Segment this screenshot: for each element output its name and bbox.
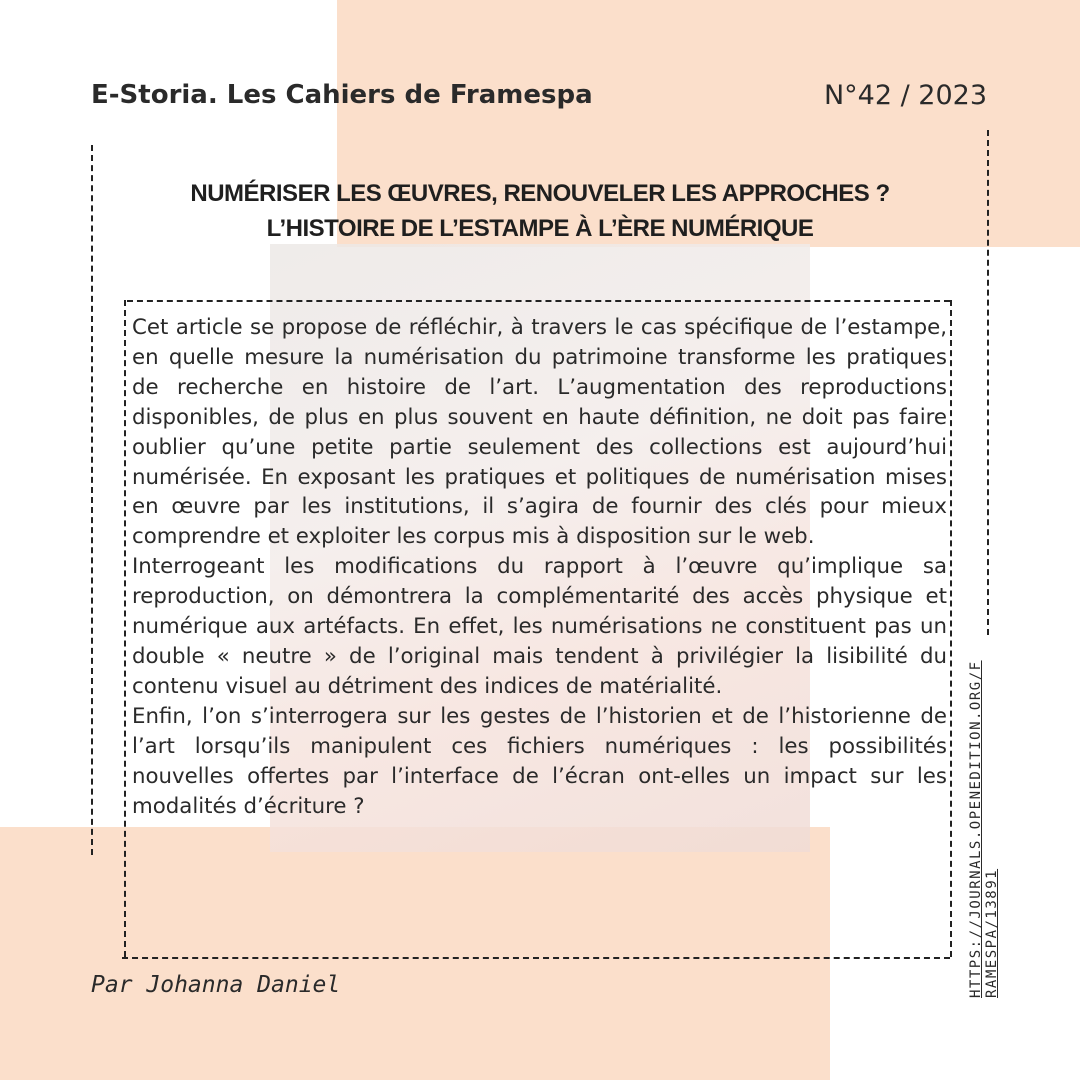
- abstract-box-bottom: [122, 957, 950, 959]
- article-abstract: [132, 313, 947, 821]
- article-title: NUMÉRISER LES ŒUVRES, RENOUVELER LES APPROCHES ? L’HISTOIRE DE L’ESTAMPE À L’ÈRE NUMÉRIQUE: [190, 180, 890, 242]
- article-url-rotated: [968, 653, 1000, 998]
- abstract-paragraph: Enfin, l’on s’interrogera sur les gestes de l’historien et de l’historienne de l’art lorsqu’ils manipulent ces fichiers numériques : les possibilités nouvelles offertes par l’interface de l’écran ont-elles un impact sur les modalités d’écriture ?: [132, 703, 947, 819]
- abstract-box-top: [127, 300, 950, 302]
- journal-title: E-Storia. Les Cahiers de Framespa: [91, 80, 593, 110]
- frame-left-line: [91, 145, 93, 855]
- abstract-box-left: [124, 300, 126, 957]
- abstract-paragraph: Interrogeant les modifications du rapport à l’œuvre qu’implique sa reproduction, on démontrera la complémentarité des accès physique et numérique aux artéfacts. En effet, les numérisations ne constituent pas un double « neutre » de l’original mais tendent à privilégier la lisibilité du contenu visuel au détriment des indices de matérialité.: [132, 554, 947, 699]
- issue-number: N°42 / 2023: [823, 80, 987, 111]
- abstract-paragraph: Cet article se propose de réfléchir, à travers le cas spécifique de l’estampe, en quelle mesure la numérisation du patrimoine transforme les pratiques de recherche en histoire de l’art. L’augmentation des reproductions disponibles, de plus en plus souvent en haute définition, ne doit pas faire oublier qu’une petite partie seulement des collections est aujourd’hui numérisée. En exposant les pratiques et politiques de numérisation mises en œuvre par les institutions, il s’agira de fournir des clés pour mieux comprendre et exploiter les corpus mis à disposition sur le web.: [132, 315, 947, 550]
- abstract-box-right: [950, 300, 952, 957]
- author-byline: Par Johanna Daniel: [91, 972, 341, 998]
- article-url-link[interactable]: HTTPS://JOURNALS.OPENEDITION.ORG/FRAMESPA/13891: [968, 660, 1000, 998]
- frame-right-line: [987, 130, 989, 635]
